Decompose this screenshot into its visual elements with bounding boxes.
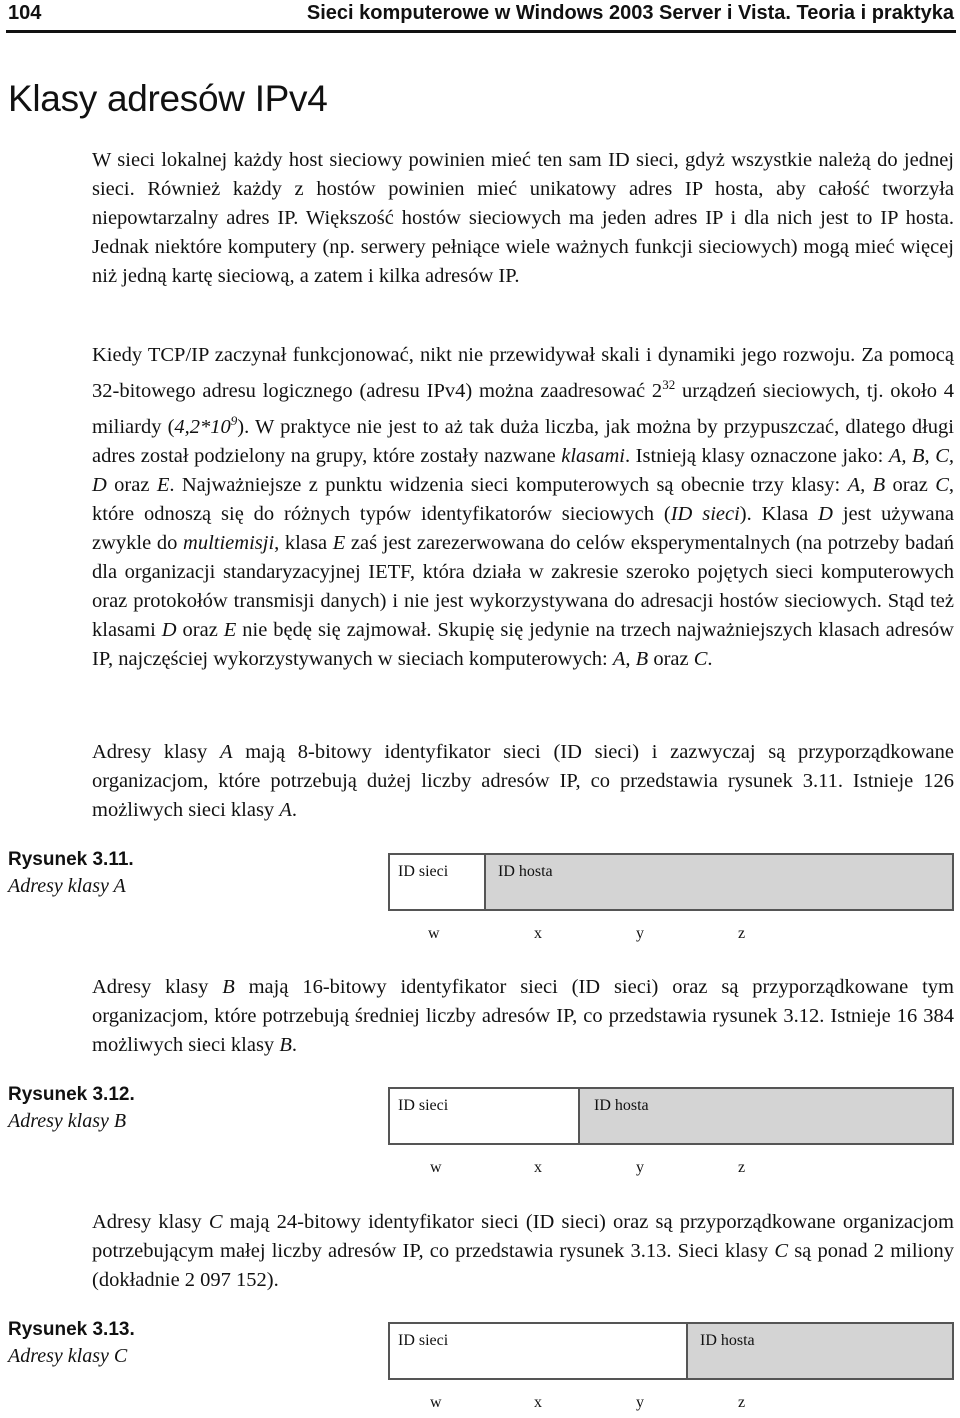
octet-labels [388,1159,954,1183]
octet-x: x [534,1159,542,1176]
octet-x: x [534,1394,542,1411]
address-diagram [388,1322,954,1380]
running-title: Sieci komputerowe w Windows 2003 Server i Vista. Teoria i praktyka [306,2,954,24]
octet-w: w [430,1394,442,1411]
host-id-label: ID hosta [700,1332,755,1349]
figure-3-13 [388,1322,954,1418]
octet-labels [388,1394,954,1418]
paragraph-4: Adresy klasy B mają 16-bitowy identyfikator sieci (ID sieci) oraz są przyporządkowane tym organizacjom, które potrzebują średniej liczby adresów IP, co przedstawia rysunek 3.12. Istnieje 16 384 możliwych sieci klasy B. [92,976,955,1056]
host-id-label: ID hosta [498,863,553,880]
paragraph-3: Adresy klasy A mają 8-bitowy identyfikator sieci (ID sieci) i zazwyczaj są przyporządkowane organizacjom, które potrzebują dużej liczby adresów IP, co przedstawia rysunek 3.11. Istnieje 126 możliwych sieci klasy A. [92,741,955,821]
octet-z: z [738,1159,746,1176]
octet-z: z [738,1394,746,1411]
figure-caption-3-11 [8,846,168,900]
network-id-label: ID sieci [398,863,449,880]
section-title: Klasy adresów IPv4 [8,78,328,119]
host-id-label: ID hosta [594,1097,649,1114]
page-header [6,0,956,33]
network-id-label: ID sieci [398,1332,449,1349]
figure-caption-3-12 [8,1081,168,1135]
address-diagram [388,1087,954,1145]
octet-z: z [738,925,746,942]
octet-labels [388,925,954,949]
octet-y: y [636,1159,644,1176]
figure-label: Rysunek 3.13. [8,1319,135,1340]
octet-y: y [636,1394,644,1411]
octet-x: x [534,925,542,942]
figure-label: Rysunek 3.12. [8,1084,135,1105]
figure-label: Rysunek 3.11. [8,849,134,870]
octet-w: w [430,1159,442,1176]
paragraph-2: Kiedy TCP/IP zaczynał funkcjonować, nikt nie przewidywał skali i dynamiki jego rozwoju. Za pomocą 32-bitowego adresu logicznego (adresu IPv4) można zaadresować $2^{32}$ urządzeń sieciowych, tj. około 4 miliardy $(4,2*10^9)$. W praktyce nie jest to aż tak duża liczba, jak można by przypuszczać, dlatego długi adres został podzielony na grupy, które zostały nazwane klasami. Istnieją klasy oznaczone jako: A, B, C, D oraz E. Najważniejsze z punktu widzenia sieci komputerowych są obecnie trzy klasy: A, B oraz C, które odnoszą się do różnych typów identyfikatorów sieciowych (ID sieci). Klasa D jest używana zwykle do multiemisji, klasa E zaś jest zarezerwowana do celów eksperymentalnych (na potrzeby badań dla organizacji standaryzacyjnej IETF, która działa w zakresie szeroko pojętych sieci komputerowych oraz protokołów transmisji danych) i nie jest wykorzystywana do adresacji hostów sieciowych. Stąd też klasami D oraz E nie będę się zajmował. Skupię się jedynie na trzech najważniejszych klasach adresów IP, najczęściej wykorzystywanych w sieciach komputerowych: A, B oraz C. [92,344,955,670]
figure-3-12 [388,1087,954,1183]
figure-caption-text: Adresy klasy C [8,1345,128,1367]
paragraph-5: Adresy klasy C mają 24-bitowy identyfikator sieci (ID sieci) oraz są przyporządkowane organizacjom potrzebującym małej liczby adresów IP, co przedstawia rysunek 3.13. Sieci klasy C są ponad 2 miliony (dokładnie 2 097 152). [92,1211,955,1291]
figure-3-11 [388,853,954,949]
figure-caption-text: Adresy klasy A [8,875,126,897]
octet-w: w [428,925,440,942]
network-id-label: ID sieci [398,1097,449,1114]
figure-caption-3-13 [8,1316,168,1370]
address-diagram [388,853,954,911]
paragraph-1: W sieci lokalnej każdy host sieciowy powinien mieć ten sam ID sieci, gdyż wszystkie należą do jednej sieci. Również każdy z hostów powinien mieć unikatowy adres IP hosta, aby całość tworzyła niepowtarzalny adres IP. Większość hostów sieciowych ma jeden adres IP i dla nich jest to IP hosta. Jednak niektóre komputery (np. serwery pełniące wiele ważnych funkcji sieciowych) mogą mieć więcej niż jedną kartę sieciową, a zatem i kilka adresów IP. [92,149,954,287]
figure-caption-text: Adresy klasy B [8,1110,127,1132]
page-number: 104 [8,2,42,24]
octet-y: y [636,925,644,942]
